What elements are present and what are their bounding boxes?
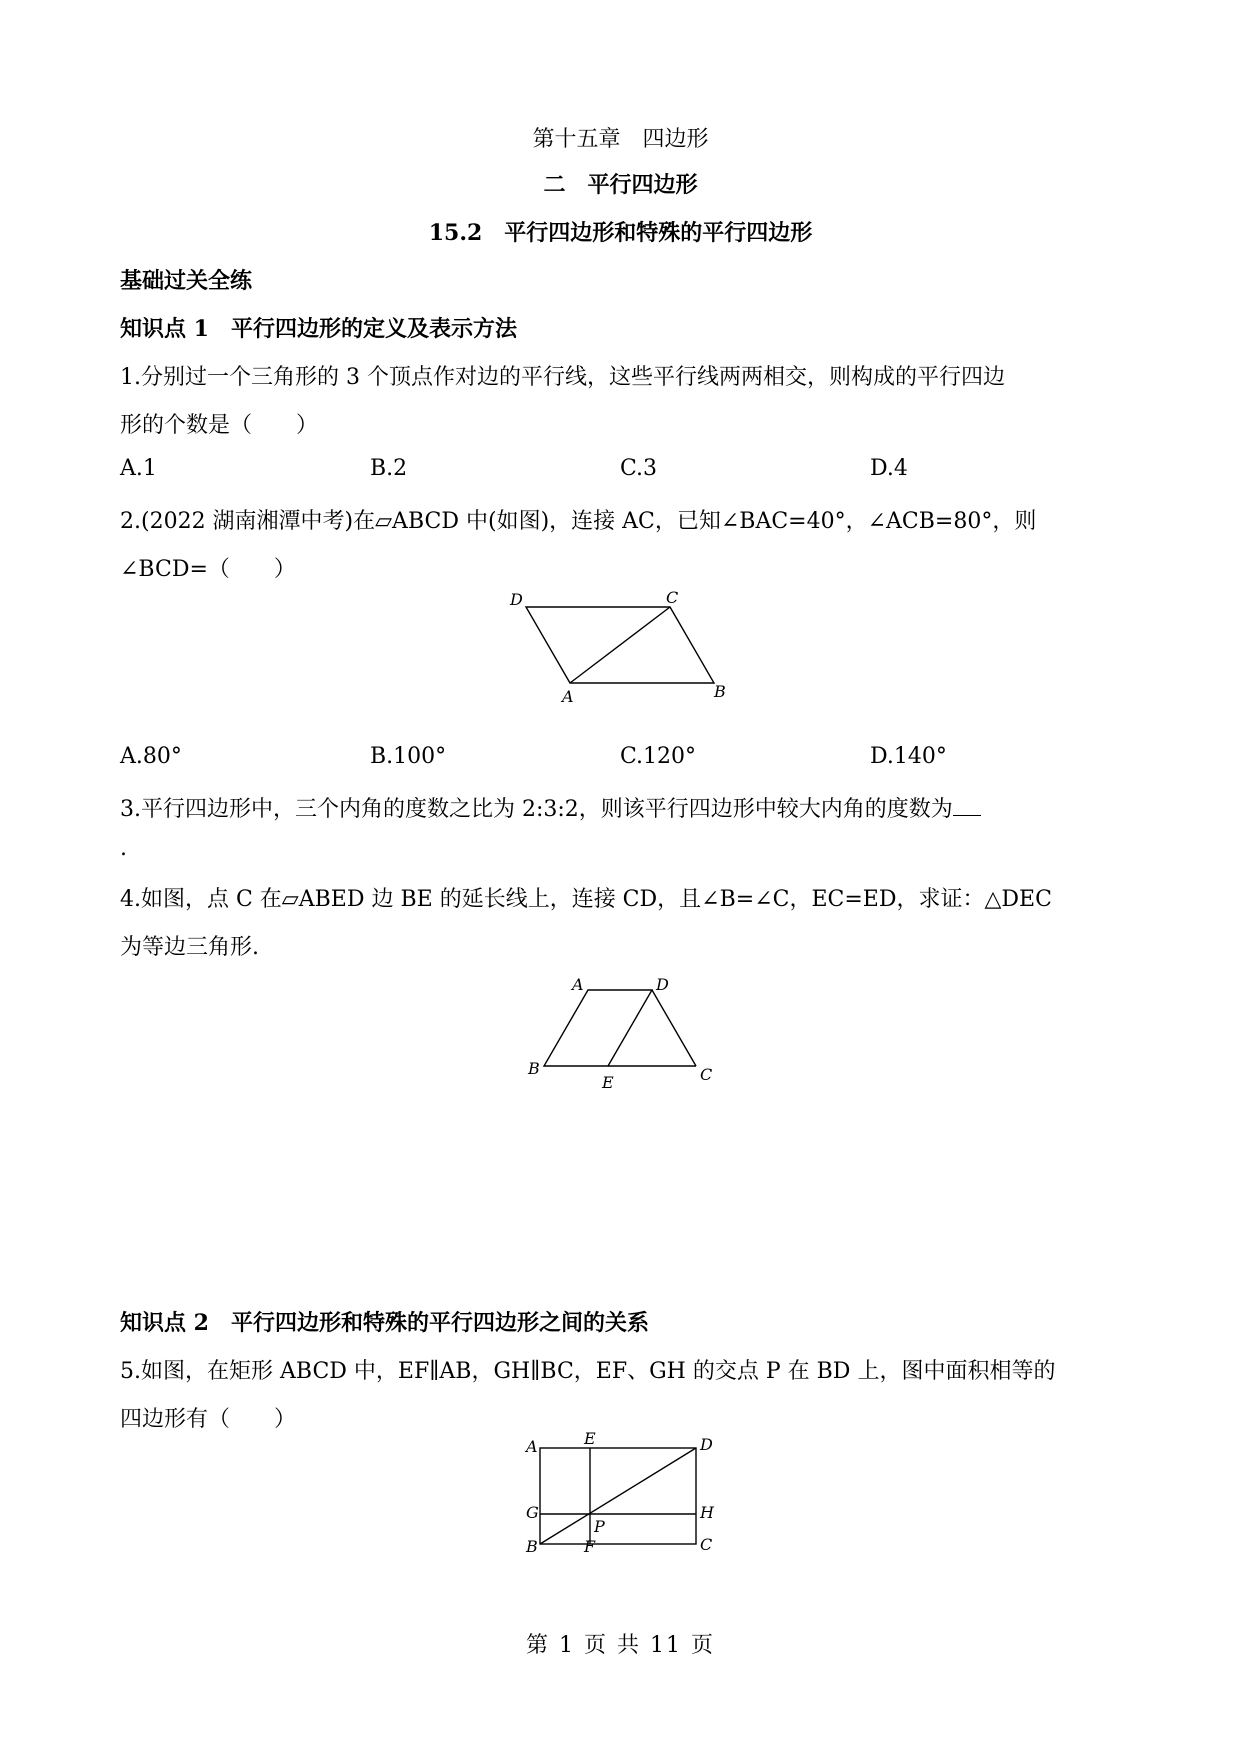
q2-option-a: A.80° [120, 744, 182, 769]
q3-text-line2: . [120, 836, 127, 861]
lesson-title: 15.2 平行四边形和特殊的平行四边形 [428, 220, 813, 246]
segment-dc [652, 990, 696, 1066]
q5-text-line1: 5.如图，在矩形 ABCD 中，EF∥AB，GH∥BC，EF、GH 的交点 P 在 BD 上，图中面积相等的 [120, 1359, 1056, 1384]
q2-text-line1: 2.(2022 湖南湘潭中考)在▱ABCD 中(如图)，连接 AC，已知∠BAC=40°，∠ACB=80°，则 [120, 509, 1037, 534]
label-h: H [700, 1503, 714, 1522]
parallelogram-abed [544, 990, 652, 1066]
label-a: A [572, 975, 584, 994]
q4-text-line1: 4.如图，点 C 在▱ABED 边 BE 的延长线上，连接 CD，且∠B=∠C，EC=ED，求证：△DEC [120, 887, 1052, 912]
q1-text-line2: 形的个数是（ ） [120, 413, 319, 438]
label-b: B [714, 682, 726, 701]
label-a: A [526, 1437, 538, 1456]
q4-text-line2: 为等边三角形. [120, 935, 259, 960]
label-e: E [602, 1073, 614, 1092]
label-e: E [584, 1429, 596, 1448]
label-a: A [562, 687, 574, 705]
q3-text-line1 [120, 792, 1130, 823]
label-d: D [656, 975, 669, 994]
q5-rectangle-figure [518, 1428, 728, 1552]
q2-option-d: D.140° [870, 744, 947, 769]
practice-title: 基础过关全练 [120, 268, 253, 294]
section-title: 二 平行四边形 [543, 172, 698, 198]
q5-text-line2: 四边形有（ ） [120, 1407, 297, 1432]
q2-parallelogram-figure [500, 585, 740, 705]
label-d: D [700, 1435, 713, 1454]
q3-answer-blank[interactable] [953, 797, 981, 816]
q4-parallelogram-triangle-figure [520, 968, 730, 1094]
label-c: C [666, 588, 679, 607]
q1-option-c: C.3 [620, 456, 658, 481]
label-g: G [526, 1503, 539, 1522]
knowledge-point-2: 知识点 2 平行四边形和特殊的平行四边形之间的关系 [120, 1310, 649, 1336]
label-d: D [510, 590, 523, 609]
diagonal-ac [570, 607, 670, 683]
label-p: P [594, 1517, 605, 1536]
knowledge-point-1: 知识点 1 平行四边形的定义及表示方法 [120, 316, 517, 342]
label-c: C [700, 1535, 713, 1552]
q1-option-d: D.4 [870, 456, 908, 481]
q3-text: 3.平行四边形中，三个内角的度数之比为 2:3:2，则该平行四边形中较大内角的度数为 [120, 797, 953, 822]
chapter-title: 第十五章 四边形 [532, 127, 709, 152]
label-b: B [528, 1059, 540, 1078]
label-c: C [700, 1065, 713, 1084]
q1-option-a: A.1 [120, 456, 157, 481]
diagonal-bd [540, 1448, 696, 1544]
q2-option-b: B.100° [370, 744, 447, 769]
label-f: F [584, 1537, 596, 1552]
label-b: B [526, 1537, 538, 1552]
q2-text-line2: ∠BCD=（ ） [120, 557, 296, 582]
q2-option-c: C.120° [620, 744, 697, 769]
q1-text-line1: 1.分别过一个三角形的 3 个顶点作对边的平行线，这些平行线两两相交，则构成的平行四边 [120, 365, 1005, 390]
page-footer: 第 1 页 共 11 页 [526, 1633, 715, 1658]
q1-option-b: B.2 [370, 456, 408, 481]
